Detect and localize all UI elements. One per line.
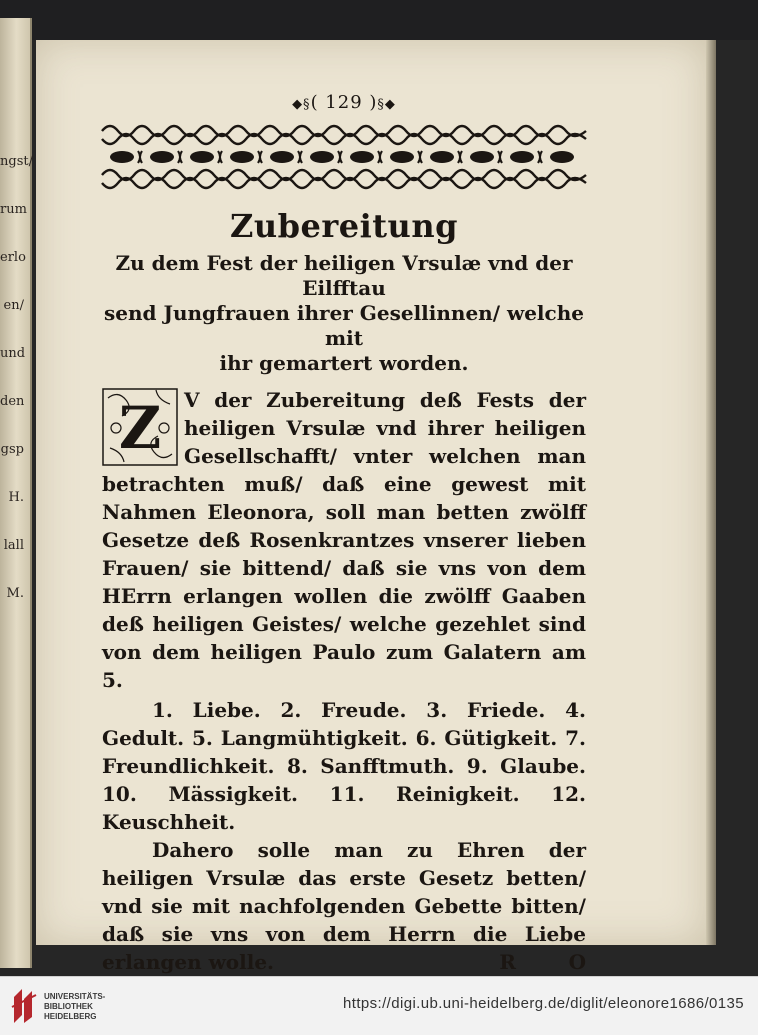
initial-letter: Z (118, 394, 162, 462)
subtitle-line: send Jungfrauen ihrer Gesellinnen/ welche mit (104, 301, 584, 350)
catchword: O (568, 950, 586, 974)
book-page (36, 40, 706, 974)
page-number (102, 92, 586, 113)
subtitle-line: Zu dem Fest der heiligen Vrsulæ vnd der Eilfftau (115, 251, 573, 300)
page-content (102, 92, 586, 976)
left-fragment: den (0, 394, 25, 409)
flourish-icon: §◆ (377, 97, 396, 112)
left-fragment: H. (8, 490, 24, 505)
library-name (44, 992, 105, 1022)
page-number-text: ( 129 ) (310, 92, 378, 113)
page-edge-shadow (706, 40, 716, 945)
library-name-line: BIBLIOTHEK (44, 1002, 93, 1011)
section-subtitle (102, 251, 586, 376)
left-fragment: und (0, 346, 26, 361)
body-text (102, 386, 586, 976)
signature-mark: R (499, 950, 516, 974)
library-logo-icon[interactable] (10, 987, 38, 1025)
subtitle-line: ihr gemartert worden. (219, 351, 469, 375)
scan-background-top (0, 0, 758, 40)
library-footer-bar (0, 976, 758, 1035)
paragraph-2: Dahero solle man zu Ehren der heiligen Vrsulæ das erste Gesetz betten/ vnd sie mit nachfolgenden Gebette bitten/ daß sie vns von dem Herrn die Liebe erlangen wolle. (102, 838, 586, 974)
document-url[interactable]: https://digi.ub.uni-heidelberg.de/diglit/eleonore1686/0135 (343, 995, 744, 1012)
left-fragment: ngst/ (0, 154, 33, 169)
flourish-icon: ◆§ (292, 97, 311, 112)
decorated-initial-icon (102, 388, 178, 466)
library-name-line: UNIVERSITÄTS- (44, 992, 106, 1001)
left-fragment: rum (0, 202, 27, 217)
left-fragment: gsp (0, 442, 24, 457)
left-fragment: en/ (3, 298, 24, 313)
library-name-line: HEIDELBERG (44, 1012, 97, 1021)
left-fragment: erlo (0, 250, 26, 265)
section-title: Zubereitung (230, 207, 458, 245)
ornamental-border-icon (102, 121, 586, 193)
left-fragment: M. (6, 586, 24, 601)
left-fragment: lall (3, 538, 24, 553)
paragraph-1: V der Zubereitung deß Fests der heiligen Vrsulæ vnd ihrer heiligen Gesellschafft/ vnter welchen man betrachten muß/ daß eine gewest mit Nahmen Eleonora, soll man betten zwölff Gesetze deß Rosenkrantzes vnserer lieben Frauen/ sie bittend/ daß sie vns von dem HErrn erlangen wollen die zwölff Gaaben deß heiligen Geistes/ welche gezehlet sind von dem heiligen Paulo zum Galatern am 5. (102, 388, 586, 692)
left-page-edge (0, 18, 32, 968)
left-page-text-fragments (0, 138, 33, 938)
virtues-list: 1. Liebe. 2. Freude. 3. Friede. 4. Gedult. 5. Langmühtigkeit. 6. Gütigkeit. 7. Freundlichkeit. 8. Sanfftmuth. 9. Glaube. 10. Mässigkeit. 11. Reinigkeit. 12. Keuschheit. (102, 698, 586, 834)
